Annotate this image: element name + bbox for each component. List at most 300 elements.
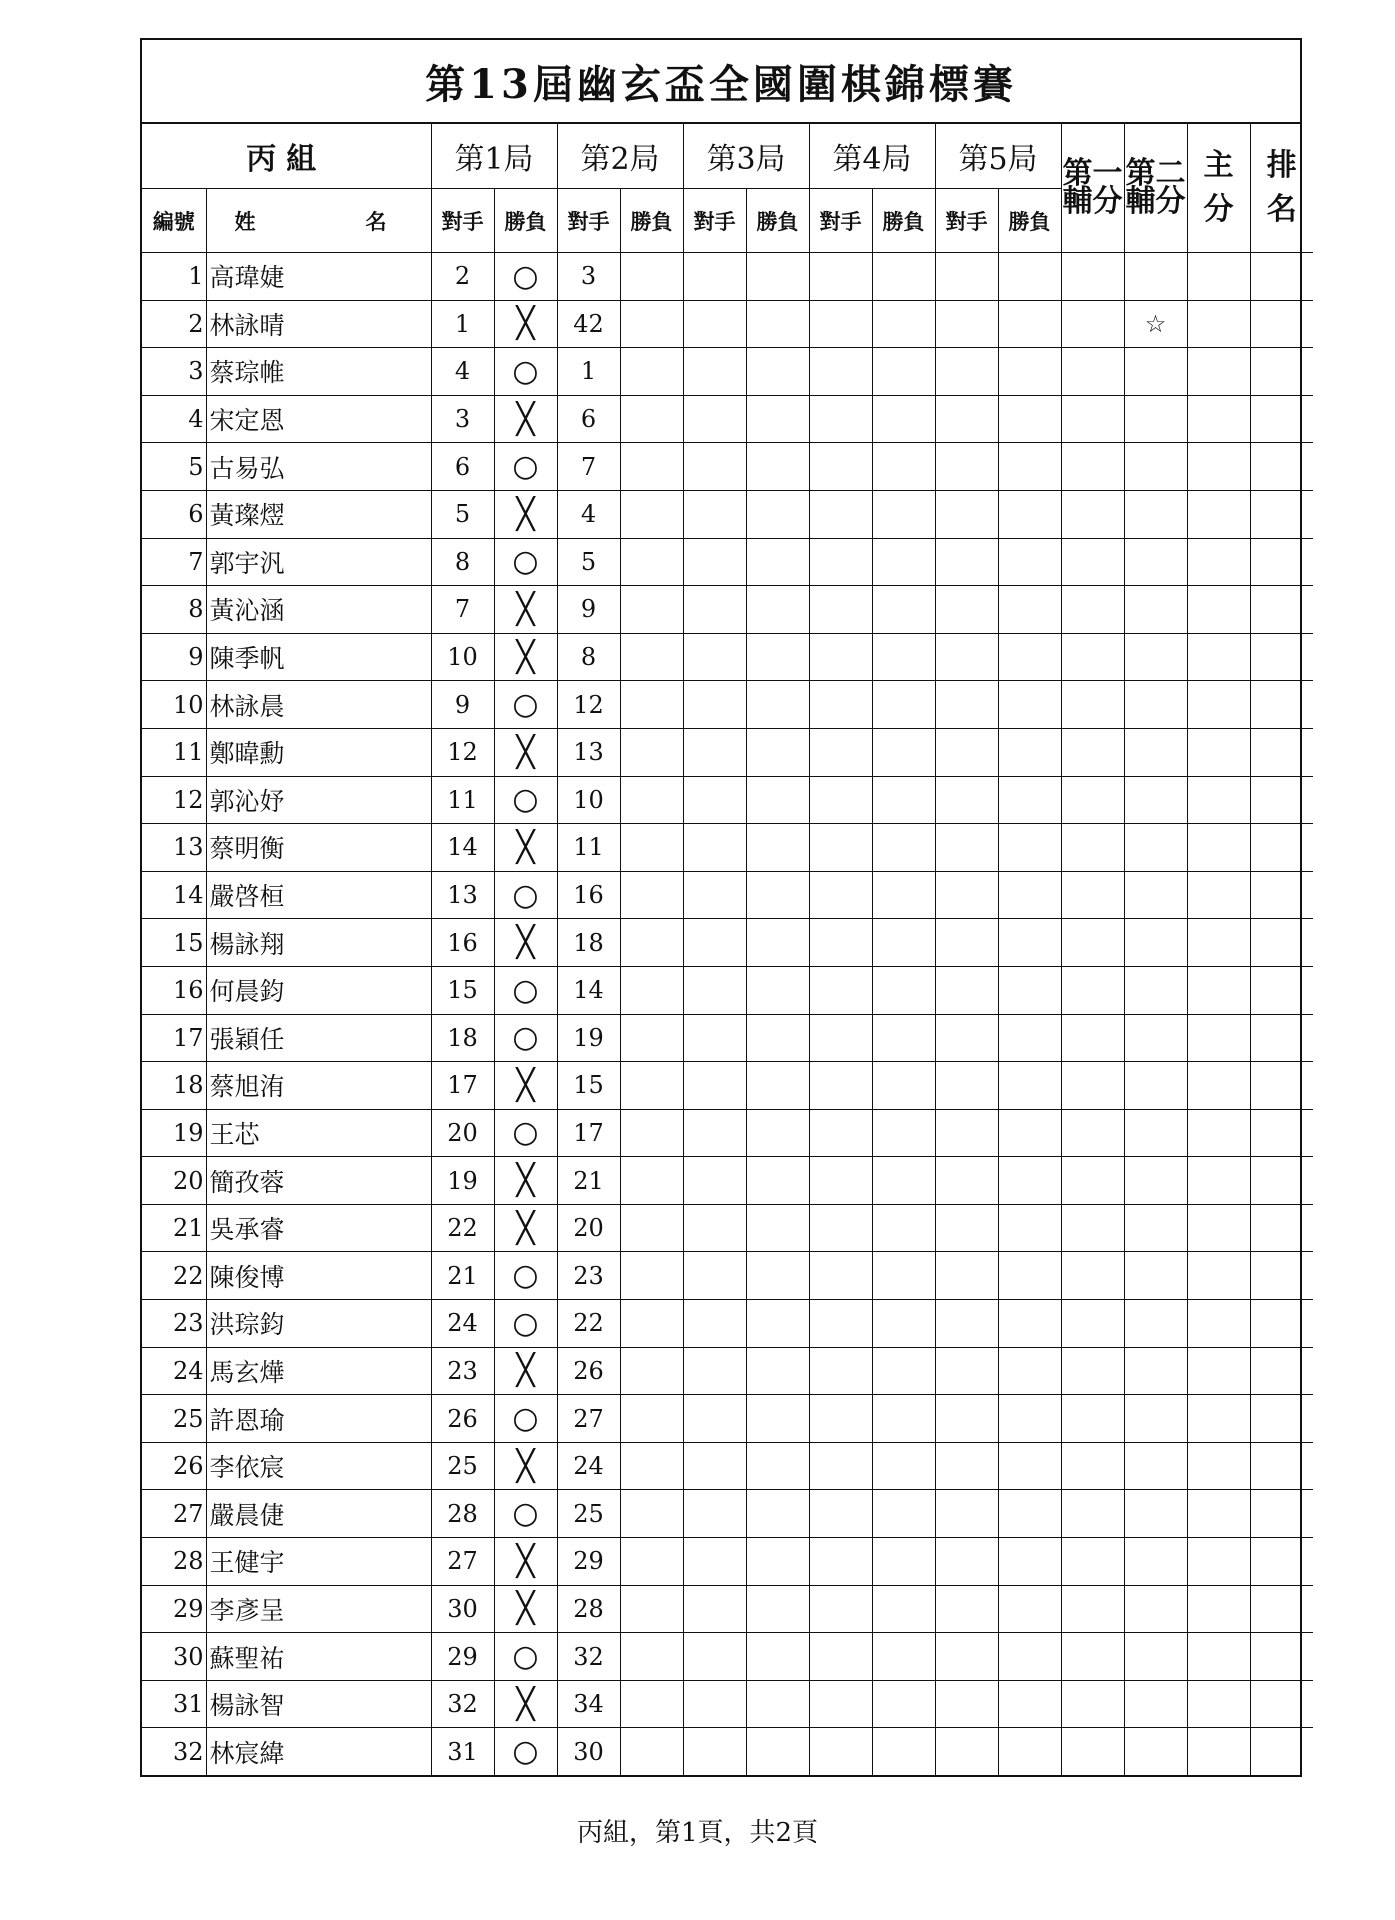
table-row: [142, 1490, 1313, 1538]
aux-score-1: [1061, 348, 1124, 396]
sheet-title: 第13屆幽玄盃全國圍棋錦標賽: [142, 40, 1300, 124]
round5-opponent: [935, 1395, 998, 1443]
round2-opponent: 4: [557, 490, 620, 538]
main-score: [1187, 1252, 1250, 1300]
round3-opponent: [683, 443, 746, 491]
round5-opponent: [935, 1300, 998, 1348]
round2-opponent: 21: [557, 1157, 620, 1205]
rank: [1250, 1490, 1313, 1538]
rank: [1250, 824, 1313, 872]
aux-score-1-header: 第一 輔分: [1061, 124, 1124, 253]
round4-opponent: [809, 681, 872, 729]
aux-score-2: [1124, 633, 1187, 681]
table-row: [142, 1538, 1313, 1586]
round3-result: [746, 1347, 809, 1395]
rank: [1250, 395, 1313, 443]
r5-opponent-header: 對手: [935, 189, 998, 253]
round5-result: [998, 1633, 1061, 1681]
round3-opponent: [683, 871, 746, 919]
rank: [1250, 919, 1313, 967]
round4-result: [872, 1204, 935, 1252]
round5-result: [998, 1728, 1061, 1775]
main-score: [1187, 681, 1250, 729]
round4-result: [872, 776, 935, 824]
round2-result: [620, 348, 683, 396]
player-name: 林詠晴: [206, 300, 431, 348]
round2-opponent: 5: [557, 538, 620, 586]
aux-score-1: [1061, 919, 1124, 967]
main-score: [1187, 490, 1250, 538]
round4-result: [872, 1157, 935, 1205]
player-number: 10: [142, 681, 206, 729]
round3-opponent: [683, 1538, 746, 1586]
main-score: [1187, 871, 1250, 919]
aux-score-2: [1124, 586, 1187, 634]
results-table: [142, 124, 1313, 1775]
round2-opponent: 11: [557, 824, 620, 872]
player-name: 蔡旭洧: [206, 1062, 431, 1110]
round4-result: [872, 1109, 935, 1157]
round3-result: [746, 681, 809, 729]
aux-score-1: [1061, 1680, 1124, 1728]
rank: [1250, 443, 1313, 491]
round4-result: [872, 348, 935, 396]
round5-result: [998, 1442, 1061, 1490]
round4-opponent: [809, 728, 872, 776]
aux-score-1: [1061, 1633, 1124, 1681]
player-number: 24: [142, 1347, 206, 1395]
round1-opponent: 5: [431, 490, 494, 538]
player-name: 古易弘: [206, 443, 431, 491]
main-score: [1187, 586, 1250, 634]
round5-opponent: [935, 728, 998, 776]
round1-result: ○: [494, 253, 557, 301]
round4-opponent: [809, 348, 872, 396]
round1-opponent: 15: [431, 966, 494, 1014]
round3-opponent: [683, 1395, 746, 1443]
round4-result: [872, 300, 935, 348]
round1-opponent: 31: [431, 1728, 494, 1775]
player-number: 7: [142, 538, 206, 586]
table-row: [142, 538, 1313, 586]
round2-opponent: 9: [557, 586, 620, 634]
round2-opponent: 20: [557, 1204, 620, 1252]
player-number: 1: [142, 253, 206, 301]
aux-score-2: [1124, 1157, 1187, 1205]
main-score: [1187, 1062, 1250, 1110]
round3-result: [746, 443, 809, 491]
aux-score-1: [1061, 1252, 1124, 1300]
round4-opponent: [809, 586, 872, 634]
round5-opponent: [935, 681, 998, 729]
aux-score-2: [1124, 1585, 1187, 1633]
aux-score-2: [1124, 1062, 1187, 1110]
player-name: 張穎任: [206, 1014, 431, 1062]
round3-opponent: [683, 300, 746, 348]
player-number: 28: [142, 1538, 206, 1586]
rank: [1250, 776, 1313, 824]
round4-result: [872, 871, 935, 919]
aux-score-1: [1061, 1300, 1124, 1348]
round4-opponent: [809, 919, 872, 967]
aux-score-2: ☆: [1124, 300, 1187, 348]
aux-score-2: [1124, 681, 1187, 729]
round2-result: [620, 1204, 683, 1252]
player-number: 4: [142, 395, 206, 443]
round1-opponent: 9: [431, 681, 494, 729]
round2-result: [620, 681, 683, 729]
round3-opponent: [683, 681, 746, 729]
round5-opponent: [935, 538, 998, 586]
round2-opponent: 34: [557, 1680, 620, 1728]
player-number: 20: [142, 1157, 206, 1205]
round5-opponent: [935, 1252, 998, 1300]
round4-opponent: [809, 1395, 872, 1443]
round2-result: [620, 395, 683, 443]
rank: [1250, 586, 1313, 634]
table-row: [142, 1680, 1313, 1728]
round3-result: [746, 871, 809, 919]
main-score: [1187, 824, 1250, 872]
round2-opponent: 26: [557, 1347, 620, 1395]
round3-result: [746, 1680, 809, 1728]
round4-opponent: [809, 1585, 872, 1633]
round1-opponent: 14: [431, 824, 494, 872]
table-row: [142, 966, 1313, 1014]
aux-score-1: [1061, 586, 1124, 634]
aux-score-1: [1061, 1490, 1124, 1538]
round4-result: [872, 1062, 935, 1110]
round5-result: [998, 1157, 1061, 1205]
main-score: [1187, 728, 1250, 776]
round4-result: [872, 395, 935, 443]
rank: [1250, 348, 1313, 396]
round3-opponent: [683, 633, 746, 681]
round5-result: [998, 824, 1061, 872]
player-name: 黃沁涵: [206, 586, 431, 634]
round2-opponent: 32: [557, 1633, 620, 1681]
rank: [1250, 300, 1313, 348]
rank: [1250, 1204, 1313, 1252]
player-number: 31: [142, 1680, 206, 1728]
round3-opponent: [683, 538, 746, 586]
rank: [1250, 1633, 1313, 1681]
round1-opponent: 8: [431, 538, 494, 586]
round3-result: [746, 253, 809, 301]
score-sheet: [140, 38, 1302, 1777]
round3-result: [746, 300, 809, 348]
aux-score-1: [1061, 1109, 1124, 1157]
table-row: [142, 1204, 1313, 1252]
round2-opponent: 28: [557, 1585, 620, 1633]
aux-score-2: [1124, 253, 1187, 301]
round2-result: [620, 776, 683, 824]
round4-opponent: [809, 966, 872, 1014]
rank: [1250, 1014, 1313, 1062]
round1-opponent: 18: [431, 1014, 494, 1062]
round1-result: ○: [494, 1395, 557, 1443]
round3-opponent: [683, 1490, 746, 1538]
round4-opponent: [809, 1633, 872, 1681]
aux-score-1: [1061, 633, 1124, 681]
round2-result: [620, 1538, 683, 1586]
player-name: 林宸緯: [206, 1728, 431, 1775]
round1-opponent: 23: [431, 1347, 494, 1395]
round3-result: [746, 1442, 809, 1490]
round2-result: [620, 300, 683, 348]
round5-result: [998, 490, 1061, 538]
round1-opponent: 20: [431, 1109, 494, 1157]
round5-opponent: [935, 1062, 998, 1110]
round5-result: [998, 776, 1061, 824]
round1-result: ╳: [494, 728, 557, 776]
round4-result: [872, 633, 935, 681]
round3-opponent: [683, 1062, 746, 1110]
round2-result: [620, 1014, 683, 1062]
r5-result-header: 勝負: [998, 189, 1061, 253]
round2-result: [620, 1347, 683, 1395]
table-row: [142, 1252, 1313, 1300]
aux-score-1: [1061, 443, 1124, 491]
aux-score-1: [1061, 1585, 1124, 1633]
round4-result: [872, 443, 935, 491]
rank: [1250, 1347, 1313, 1395]
round5-result: [998, 633, 1061, 681]
round1-result: ╳: [494, 1157, 557, 1205]
table-row: [142, 681, 1313, 729]
player-name: 馬玄燁: [206, 1347, 431, 1395]
round3-opponent: [683, 586, 746, 634]
round1-opponent: 22: [431, 1204, 494, 1252]
aux-score-2: [1124, 1633, 1187, 1681]
round3-result: [746, 966, 809, 1014]
round3-result: [746, 1395, 809, 1443]
round2-opponent: 13: [557, 728, 620, 776]
player-name: 何晨鈞: [206, 966, 431, 1014]
round4-opponent: [809, 1252, 872, 1300]
round1-opponent: 11: [431, 776, 494, 824]
round3-result: [746, 1252, 809, 1300]
round2-opponent: 6: [557, 395, 620, 443]
aux-score-2: [1124, 490, 1187, 538]
rank: [1250, 1680, 1313, 1728]
rank: [1250, 538, 1313, 586]
main-score: [1187, 1347, 1250, 1395]
round3-result: [746, 919, 809, 967]
player-number: 21: [142, 1204, 206, 1252]
round2-result: [620, 728, 683, 776]
round4-result: [872, 586, 935, 634]
round3-result: [746, 1633, 809, 1681]
round3-opponent: [683, 348, 746, 396]
round2-result: [620, 1728, 683, 1775]
table-row: [142, 919, 1313, 967]
round1-result: ○: [494, 443, 557, 491]
rank: [1250, 966, 1313, 1014]
table-row: [142, 1585, 1313, 1633]
main-score: [1187, 633, 1250, 681]
player-name: 李彥呈: [206, 1585, 431, 1633]
player-number: 17: [142, 1014, 206, 1062]
r2-opponent-header: 對手: [557, 189, 620, 253]
round3-result: [746, 1204, 809, 1252]
round1-result: ○: [494, 966, 557, 1014]
round4-result: [872, 538, 935, 586]
main-score: [1187, 395, 1250, 443]
round2-opponent: 12: [557, 681, 620, 729]
aux-score-2: [1124, 1109, 1187, 1157]
round4-opponent: [809, 871, 872, 919]
table-row: [142, 824, 1313, 872]
round2-result: [620, 586, 683, 634]
table-row: [142, 1442, 1313, 1490]
round-3-header: 第3局: [683, 124, 809, 189]
round5-result: [998, 348, 1061, 396]
round4-opponent: [809, 1300, 872, 1348]
round3-result: [746, 728, 809, 776]
player-name: 簡孜蓉: [206, 1157, 431, 1205]
aux-score-2: [1124, 1728, 1187, 1775]
round2-result: [620, 1252, 683, 1300]
aux-score-1: [1061, 1728, 1124, 1775]
round2-result: [620, 490, 683, 538]
rank: [1250, 681, 1313, 729]
aux-score-1: [1061, 1204, 1124, 1252]
round1-result: ╳: [494, 824, 557, 872]
table-row: [142, 633, 1313, 681]
round2-opponent: 29: [557, 1538, 620, 1586]
aux-score-2: [1124, 395, 1187, 443]
aux-score-1: [1061, 681, 1124, 729]
player-number: 5: [142, 443, 206, 491]
table-row: [142, 1395, 1313, 1443]
round4-opponent: [809, 776, 872, 824]
round4-opponent: [809, 1204, 872, 1252]
aux-score-2: [1124, 348, 1187, 396]
r3-result-header: 勝負: [746, 189, 809, 253]
round2-opponent: 22: [557, 1300, 620, 1348]
round4-result: [872, 824, 935, 872]
player-name: 蘇聖祐: [206, 1633, 431, 1681]
player-number: 8: [142, 586, 206, 634]
round4-result: [872, 1014, 935, 1062]
round5-result: [998, 1347, 1061, 1395]
round5-result: [998, 1204, 1061, 1252]
round4-opponent: [809, 490, 872, 538]
round2-result: [620, 1062, 683, 1110]
round1-opponent: 10: [431, 633, 494, 681]
round5-result: [998, 1490, 1061, 1538]
round5-result: [998, 1395, 1061, 1443]
aux-score-2: [1124, 1490, 1187, 1538]
player-number: 2: [142, 300, 206, 348]
round2-opponent: 14: [557, 966, 620, 1014]
round2-result: [620, 1585, 683, 1633]
table-row: [142, 1728, 1313, 1775]
round2-result: [620, 871, 683, 919]
round3-opponent: [683, 824, 746, 872]
number-header: 編號: [142, 189, 206, 253]
player-number: 15: [142, 919, 206, 967]
player-number: 6: [142, 490, 206, 538]
r1-result-header: 勝負: [494, 189, 557, 253]
table-row: [142, 728, 1313, 776]
player-number: 25: [142, 1395, 206, 1443]
aux-score-1: [1061, 871, 1124, 919]
player-number: 12: [142, 776, 206, 824]
rank: [1250, 1062, 1313, 1110]
round2-result: [620, 1300, 683, 1348]
table-row: [142, 443, 1313, 491]
round2-opponent: 10: [557, 776, 620, 824]
aux-score-1: [1061, 776, 1124, 824]
table-row: [142, 1300, 1313, 1348]
rank: [1250, 1442, 1313, 1490]
round3-result: [746, 395, 809, 443]
round5-result: [998, 1062, 1061, 1110]
round3-result: [746, 1062, 809, 1110]
round3-opponent: [683, 728, 746, 776]
round4-opponent: [809, 1490, 872, 1538]
round1-result: ○: [494, 1109, 557, 1157]
round4-result: [872, 1538, 935, 1586]
round5-opponent: [935, 966, 998, 1014]
round1-opponent: 26: [431, 1395, 494, 1443]
round4-result: [872, 1585, 935, 1633]
round5-result: [998, 586, 1061, 634]
round5-result: [998, 443, 1061, 491]
rank: [1250, 1300, 1313, 1348]
round5-result: [998, 1585, 1061, 1633]
round3-opponent: [683, 776, 746, 824]
round1-result: ○: [494, 1014, 557, 1062]
round4-opponent: [809, 1157, 872, 1205]
aux-score-1: [1061, 1395, 1124, 1443]
round5-result: [998, 1252, 1061, 1300]
round4-opponent: [809, 253, 872, 301]
aux-score-1: [1061, 1062, 1124, 1110]
table-row: [142, 1109, 1313, 1157]
round4-result: [872, 1680, 935, 1728]
main-score: [1187, 1490, 1250, 1538]
round5-opponent: [935, 490, 998, 538]
player-name: 高瑋婕: [206, 253, 431, 301]
main-score: [1187, 300, 1250, 348]
player-number: 19: [142, 1109, 206, 1157]
aux-score-2: [1124, 1014, 1187, 1062]
round-2-header: 第2局: [557, 124, 683, 189]
round5-result: [998, 538, 1061, 586]
table-row: [142, 1014, 1313, 1062]
aux-score-1: [1061, 1157, 1124, 1205]
main-score: [1187, 1300, 1250, 1348]
round1-result: ╳: [494, 1538, 557, 1586]
round5-opponent: [935, 1680, 998, 1728]
rank: [1250, 1252, 1313, 1300]
round4-result: [872, 1395, 935, 1443]
aux-score-1: [1061, 1014, 1124, 1062]
round5-opponent: [935, 300, 998, 348]
round4-opponent: [809, 1109, 872, 1157]
round5-result: [998, 1109, 1061, 1157]
round5-opponent: [935, 1633, 998, 1681]
aux-score-2-header: 第二 輔分: [1124, 124, 1187, 253]
round4-result: [872, 966, 935, 1014]
round1-opponent: 12: [431, 728, 494, 776]
r4-opponent-header: 對手: [809, 189, 872, 253]
round2-result: [620, 1157, 683, 1205]
aux-score-2: [1124, 1395, 1187, 1443]
